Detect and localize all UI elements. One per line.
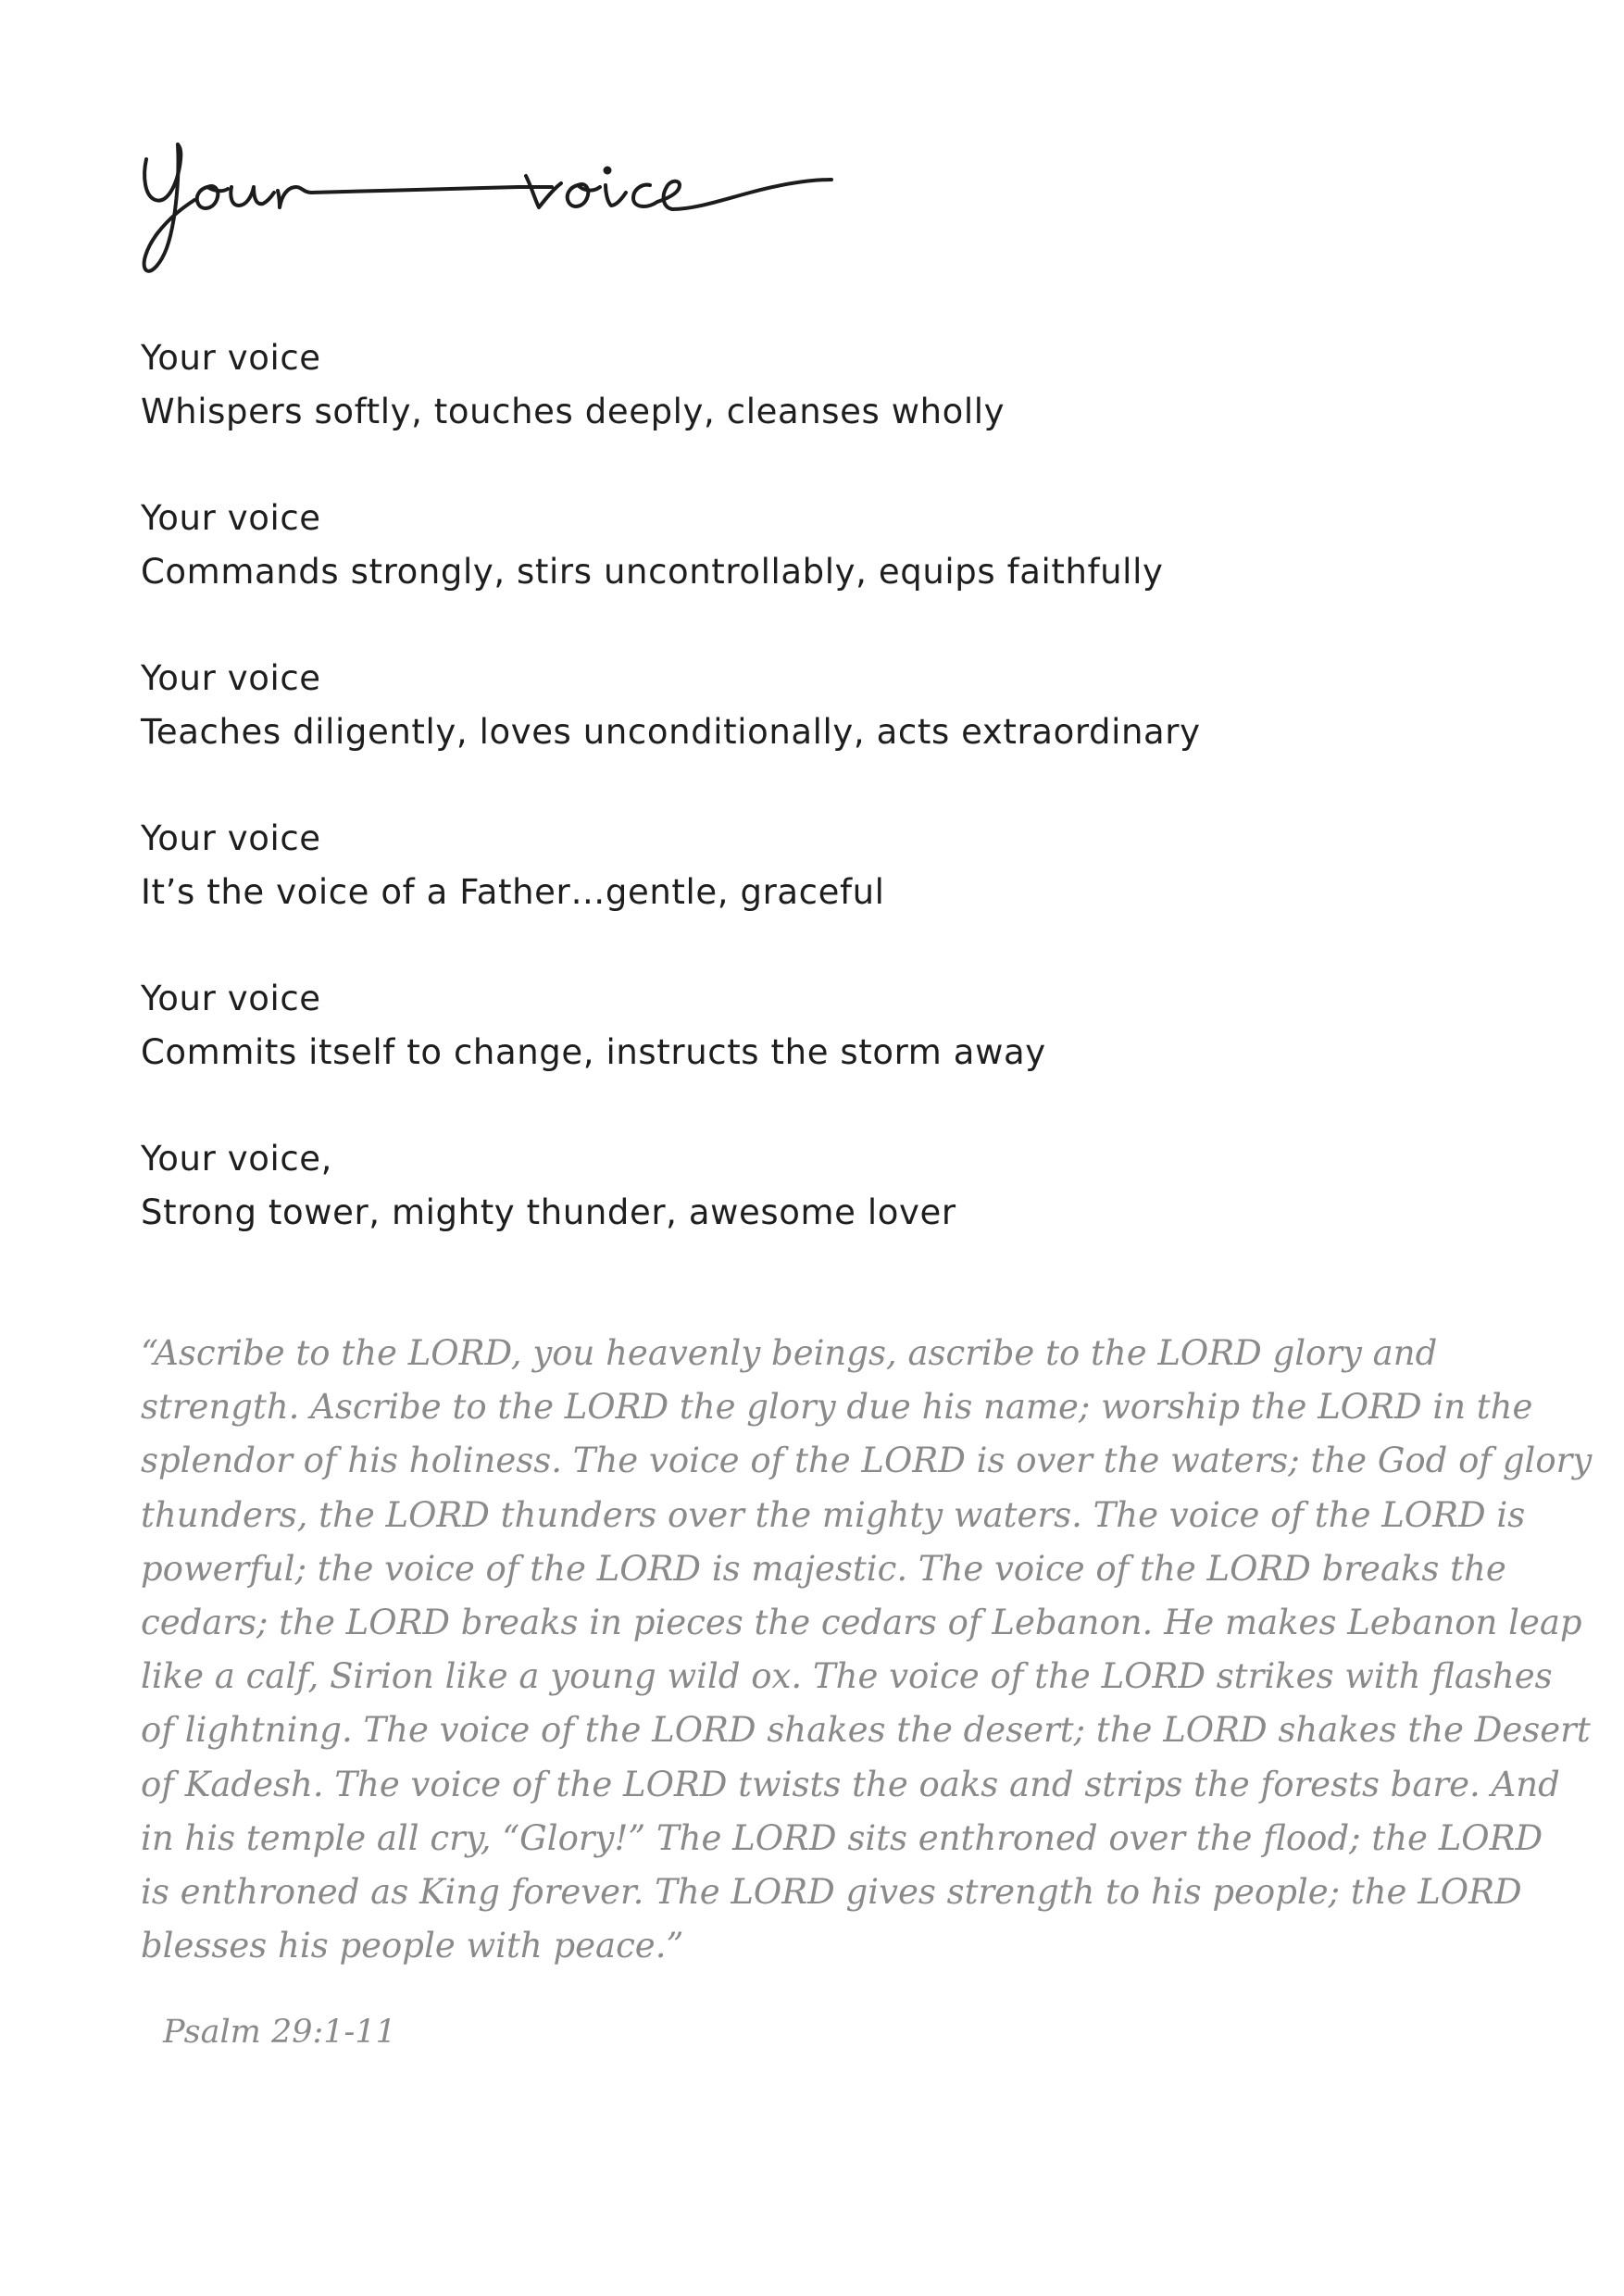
poem-stanza xyxy=(141,972,1483,1079)
scripture-line: strength. Ascribe to the LORD the glory due his name; worship the LORD in the xyxy=(141,1387,1533,1428)
scripture-citation: Psalm 29:1-11 xyxy=(163,2014,396,2051)
scripture-line: thunders, the LORD thunders over the mighty waters. The voice of the LORD is xyxy=(141,1494,1526,1535)
stanza-line: Commands strongly, stirs uncontrollably, equips faithfully xyxy=(141,552,1164,592)
stanza-line: Commits itself to change, instructs the storm away xyxy=(141,1032,1046,1072)
poem-stanza xyxy=(141,812,1483,919)
handwritten-title xyxy=(139,139,880,287)
poem-stanza xyxy=(141,652,1483,759)
stanza-heading: Your voice xyxy=(141,979,321,1018)
stanza-line: It’s the voice of a Father…gentle, graceful xyxy=(141,872,885,912)
stanza-heading: Your voice xyxy=(141,338,321,378)
scripture-line: splendor of his holiness. The voice of the LORD is over the waters; the God of glory xyxy=(141,1441,1593,1481)
poem-stanza xyxy=(141,331,1483,439)
stanza-line: Strong tower, mighty thunder, awesome lover xyxy=(141,1192,956,1232)
scripture-line: in his temple all cry, “Glory!” The LORD sits enthroned over the flood; the LORD xyxy=(141,1817,1543,1858)
scripture-line: cedars; the LORD breaks in pieces the cedars of Lebanon. He makes Lebanon leap xyxy=(141,1603,1582,1643)
poem xyxy=(141,331,1483,1292)
stanza-heading: Your voice, xyxy=(141,1139,333,1179)
stanza-line: Whispers softly, touches deeply, cleanses wholly xyxy=(141,392,1006,431)
scripture-line: of lightning. The voice of the LORD shakes the desert; the LORD shakes the Desert xyxy=(141,1710,1591,1751)
scripture-line: powerful; the voice of the LORD is majestic. The voice of the LORD breaks the xyxy=(141,1548,1506,1589)
poem-stanza xyxy=(141,1132,1483,1240)
stanza-heading: Your voice xyxy=(141,818,321,858)
stanza-heading: Your voice xyxy=(141,658,321,698)
scripture-line: blesses his people with peace.” xyxy=(141,1926,684,1966)
scripture-quote xyxy=(141,1327,1593,1973)
scripture-line: is enthroned as King forever. The LORD gives strength to his people; the LORD xyxy=(141,1872,1522,1913)
scripture-line: “Ascribe to the LORD, you heavenly beings, ascribe to the LORD glory and xyxy=(141,1333,1438,1373)
stanza-heading: Your voice xyxy=(141,498,321,538)
poem-stanza xyxy=(141,492,1483,599)
scripture-line: like a calf, Sirion like a young wild ox. The voice of the LORD strikes with flashes xyxy=(141,1656,1553,1697)
scripture-line: of Kadesh. The voice of the LORD twists the oaks and strips the forests bare. And xyxy=(141,1764,1560,1804)
stanza-line: Teaches diligently, loves unconditionally, acts extraordinary xyxy=(141,712,1201,752)
